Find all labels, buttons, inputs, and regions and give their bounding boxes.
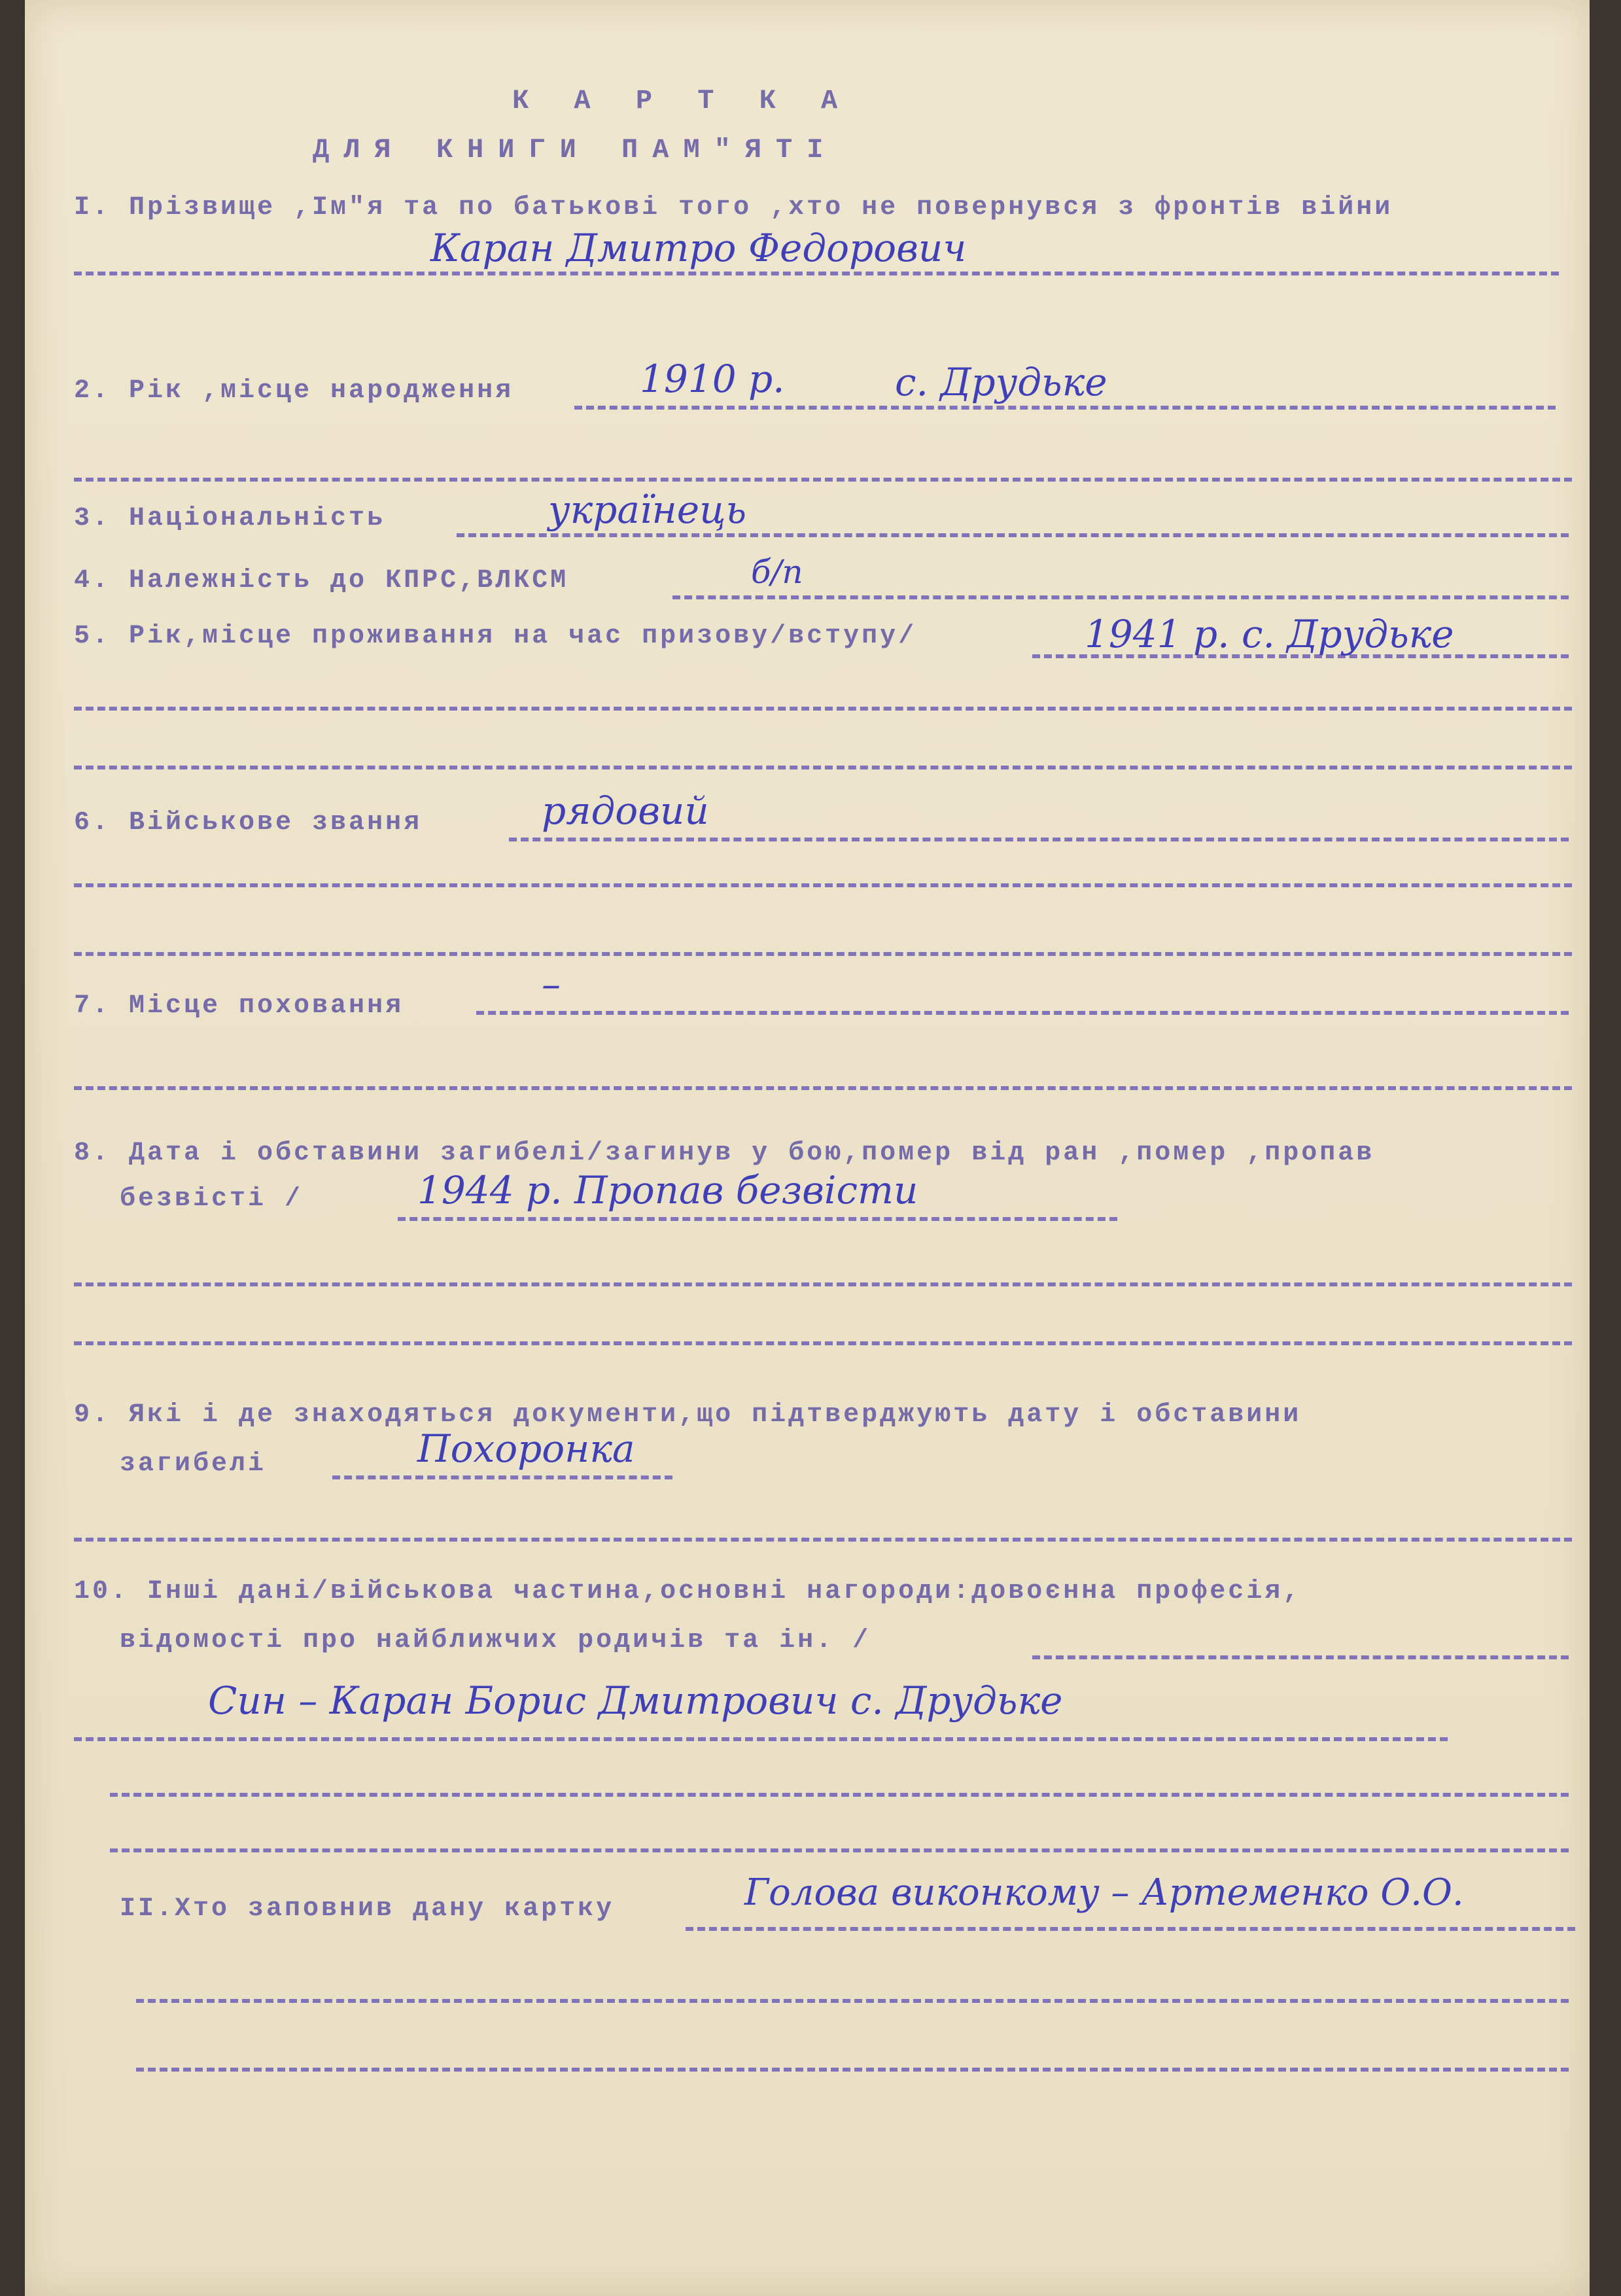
field-6-value: рядовий [542,788,709,833]
field-10-line-b [74,1737,1448,1741]
field-11-line-b [136,1999,1569,2003]
memorial-card-sheet [25,0,1590,2296]
field-2-year: 1910 р. [640,357,785,401]
field-11-line-c [136,2068,1569,2072]
field-6-label: 6. Військове звання [74,808,423,838]
field-4-value: б/п [751,553,803,591]
field-7-value: – [542,962,561,1006]
field-9-line-a [332,1475,672,1479]
field-9-value: Похоронка [417,1426,635,1471]
field-6-line-b [74,883,1572,887]
field-6-line [509,838,1569,841]
field-2-line-a [574,406,1556,410]
field-10-line-a [1032,1655,1569,1659]
field-8-label: 8. Дата і обставини загибелі/загинув у бою,помер від ран ,помер ,пропав [74,1139,1375,1168]
field-1-line [74,272,1559,275]
field-2-label: 2. Рік ,місце народження [74,376,514,406]
field-1-value: Каран Дмитро Федорович [430,226,967,270]
field-10-line-d [110,1848,1569,1852]
field-10-label: 10. Інші дані/військова частина,основні нагороди:довоєнна професія, [74,1577,1302,1606]
field-5-label: 5. Рік,місце проживання на час призову/вступу/ [74,622,917,651]
field-7-line [476,1011,1569,1015]
field-9-line-b [74,1538,1572,1542]
card-title: К А Р Т К А [512,85,852,116]
field-11-label: ІІ.Хто заповнив дану картку [120,1894,615,1924]
field-8-value: 1944 р. Пропав безвісти [417,1168,918,1212]
field-6-line-c [74,952,1572,956]
field-8-line-a [398,1217,1117,1221]
field-7-line-b [74,1086,1572,1090]
field-5-value: 1941 р. с. Друдьке [1085,612,1454,656]
field-5-line-c [74,766,1572,769]
field-8-label-2: безвісті / [120,1184,304,1214]
card-subtitle: ДЛЯ КНИГИ ПАМ"ЯТІ [313,134,838,166]
field-3-value: українець [548,487,747,532]
field-10-value: Син – Каран Борис Дмитрович с. Друдьке [208,1678,1063,1723]
field-8-line-b [74,1282,1572,1286]
field-2-line-b [74,478,1572,482]
field-2-place: с. Друдьке [895,360,1107,404]
field-9-label: 9. Які і де знаходяться документи,що підтверджують дату і обставини [74,1400,1302,1430]
field-10-line-c [110,1793,1569,1797]
field-3-label: 3. Національність [74,504,386,533]
field-10-label-2: відомості про найближчих родичів та ін. / [120,1626,871,1655]
field-7-label: 7. Місце поховання [74,991,404,1021]
field-4-line [672,595,1569,599]
field-5-line-b [74,707,1572,711]
field-11-line [686,1927,1575,1931]
field-1-label: І. Прізвище ,Ім"я та по батькові того ,хто не повернувся з фронтів війни [74,193,1393,222]
field-3-line [457,533,1569,537]
field-8-line-c [74,1341,1572,1345]
field-11-value: Голова виконкому – Артеменко О.О. [744,1871,1464,1914]
field-9-label-2: загибелі [120,1449,267,1479]
field-4-label: 4. Належність до КПРС,ВЛКСМ [74,566,569,595]
